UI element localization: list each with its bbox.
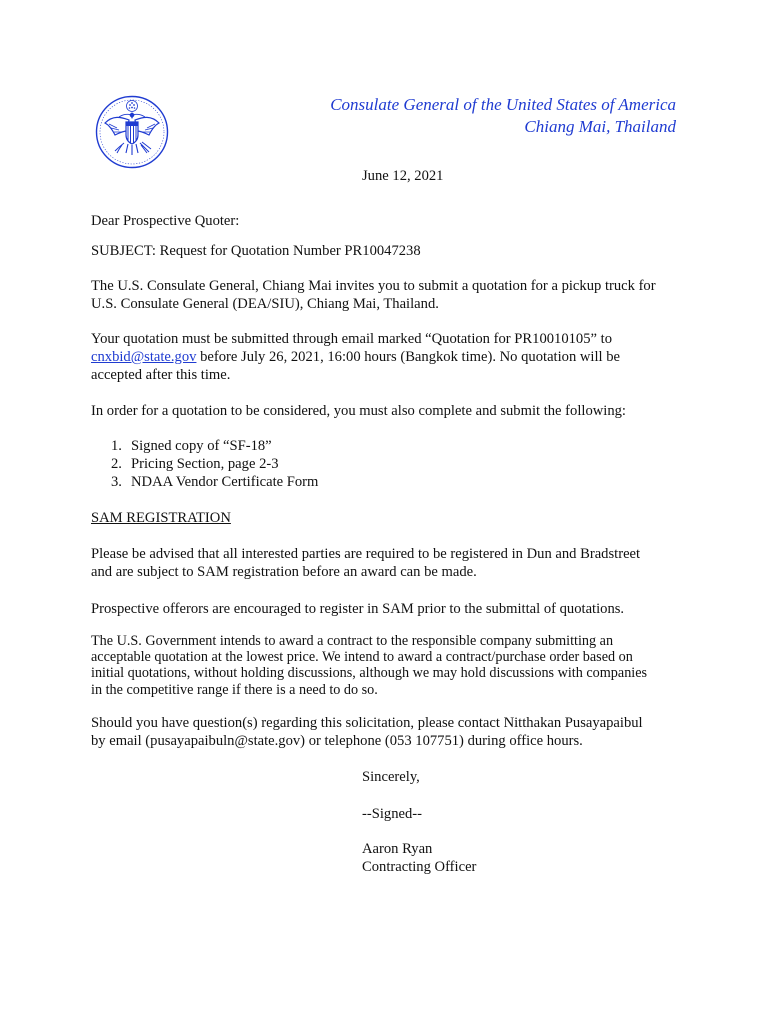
letter-date: June 12, 2021 [362,168,444,184]
invite-paragraph [91,277,681,313]
list-item-text: NDAA Vendor Certificate Form [131,474,319,490]
list-item-number: 1. [111,438,122,454]
submission-line-3: accepted after this time. [91,367,231,383]
award-line-3: initial quotations, without holding discussions, although we may hold discussions with companies [91,665,648,682]
submission-line-1: Your quotation must be submitted through email marked “Quotation for PR10010105” to [91,331,612,347]
closing-sincerely: Sincerely, [362,769,420,785]
contact-line-1: Should you have question(s) regarding this solicitation, please contact Nitthakan Pusayapaibul [91,715,643,731]
officer-name: Aaron Ryan [362,841,433,857]
greeting: Dear Prospective Quoter: [91,213,240,229]
sam-registration-heading: SAM REGISTRATION [91,510,231,526]
list-item [111,437,318,455]
award-line-2: acceptable quotation at the lowest price. We intend to award a contract/purchase order based on [91,649,633,666]
requirements-list [91,437,318,491]
contact-line-2: by email (pusayapaibuln@state.gov) or telephone (053 107751) during office hours. [91,733,583,749]
invite-line-2: U.S. Consulate General (DEA/SIU), Chiang Mai, Thailand. [91,296,439,312]
sam-advised-paragraph [91,545,681,581]
subject-line: SUBJECT: Request for Quotation Number PR10047238 [91,243,421,259]
submission-line-2 [91,348,681,366]
sam-encourage-paragraph: Prospective offerors are encouraged to register in SAM prior to the submittal of quotations. [91,601,625,617]
great-seal-logo [95,95,169,169]
list-item-text: Pricing Section, page 2-3 [131,456,279,472]
letterhead-line-2: Chiang Mai, Thailand [524,117,676,136]
award-line-4: in the competitive range if there is a need to do so. [91,681,378,698]
officer-title: Contracting Officer [362,859,477,875]
signature: --Signed-- [362,806,422,822]
list-item-number: 2. [111,456,122,472]
sam-advised-line-1: Please be advised that all interested parties are required to be registered in Dun and Bradstreet [91,546,641,562]
letterhead [260,94,676,138]
invite-line-1: The U.S. Consulate General, Chiang Mai invites you to submit a quotation for a pickup truck for [91,278,656,294]
letterhead-line-1: Consulate General of the United States of America [330,95,676,114]
list-item-number: 3. [111,474,122,490]
award-line-1: The U.S. Government intends to award a contract to the responsible company submitting an [91,633,614,649]
list-item [111,473,318,491]
submission-line-2-text: before July 26, 2021, 16:00 hours (Bangkok time). No quotation will be [196,349,621,365]
award-paragraph [91,633,681,698]
list-item [111,455,318,473]
submission-paragraph [91,330,681,384]
bid-email-link[interactable]: cnxbid@state.gov [91,349,197,365]
sam-advised-line-2: and are subject to SAM registration before an award can be made. [91,564,477,580]
requirements-intro: In order for a quotation to be considered, you must also complete and submit the following: [91,403,626,419]
list-item-text: Signed copy of “SF-18” [131,438,272,454]
contact-paragraph [91,714,681,750]
